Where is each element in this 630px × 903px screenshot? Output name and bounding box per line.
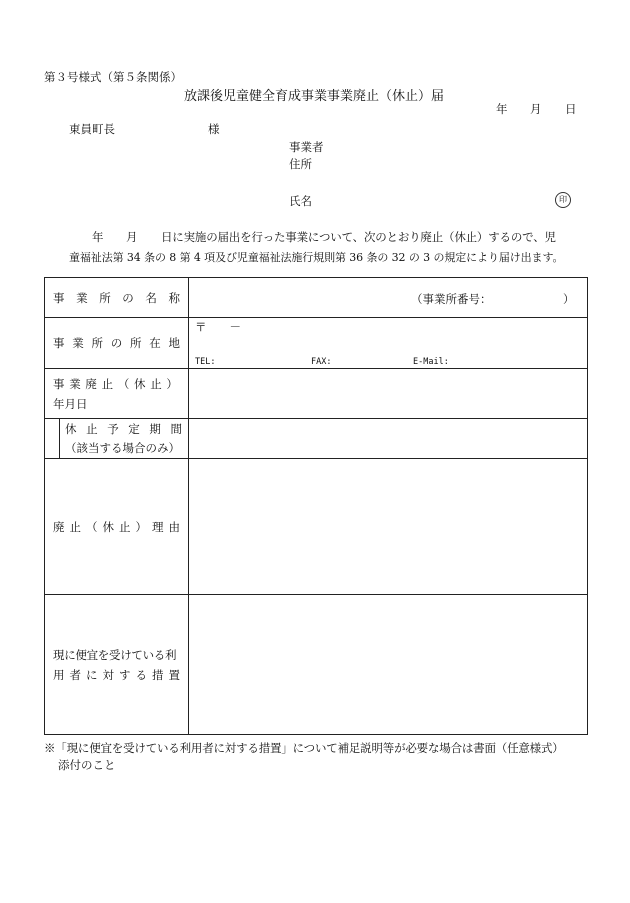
- suspension-period-field[interactable]: [189, 419, 588, 459]
- footnote-line-1: ※「現に便宜を受けている利用者に対する措置」について補足説明等が必要な場合は書面（任意様式）: [44, 741, 564, 755]
- user-measures-label-cell: [45, 595, 189, 735]
- row-user-measures: [45, 595, 588, 735]
- email-label: E-Mail:: [413, 357, 449, 367]
- row-reason: [45, 459, 588, 595]
- date-day-label: 日: [565, 102, 577, 116]
- suspension-period-label-cell: [45, 419, 189, 459]
- user-measures-field[interactable]: [189, 595, 588, 735]
- body-line-1: 日に実施の届出を行った事業について、次のとおり廃止（休止）するので、児: [161, 230, 556, 244]
- body-month: 月: [126, 230, 138, 244]
- date-month-label: 月: [530, 102, 542, 116]
- form-number: 第３号様式（第５条関係）: [44, 70, 182, 84]
- fax-label: FAX:: [311, 357, 332, 367]
- footnote-line-2: 添付のこと: [58, 758, 116, 772]
- body-year: 年: [92, 230, 104, 244]
- office-name-label: 事 業 所 の 名 称: [53, 290, 180, 305]
- suspension-period-label: 休 止 予 定 期 間 （該当する場合のみ）: [65, 422, 182, 455]
- office-location-field[interactable]: [189, 318, 588, 369]
- abolition-date-label-cell: [45, 369, 189, 419]
- abolition-date-field[interactable]: [189, 369, 588, 419]
- row-suspension-period: [45, 419, 588, 459]
- body-line-2: 童福祉法第 34 条の 8 第 4 項及び児童福祉法施行規則第 36 条の 32 の 3 の規定により届け出ます。: [69, 251, 564, 264]
- address-label: 住所: [289, 157, 312, 171]
- page-title: 放課後児童健全育成事業事業廃止（休止）届: [184, 89, 445, 104]
- addressee-honorific: 様: [208, 122, 220, 136]
- name-label: 氏名: [289, 194, 312, 208]
- abolition-date-label: 事 業 廃 止 （ 休 止 ） 年月日: [53, 376, 178, 411]
- form-table: [44, 277, 588, 735]
- row-office-name: [45, 278, 588, 318]
- postal-mark: 〒 －: [195, 320, 241, 334]
- seal-mark: 印: [555, 192, 571, 208]
- office-number-open: （事業所番号：: [411, 292, 492, 306]
- office-location-label-cell: [45, 318, 189, 369]
- office-name-label-cell: [45, 278, 189, 318]
- reason-label-cell: [45, 459, 189, 595]
- office-location-label: 事 業 所 の 所 在 地: [53, 336, 180, 350]
- reason-field[interactable]: [189, 459, 588, 595]
- tel-label: TEL:: [195, 357, 216, 367]
- office-name-field[interactable]: [189, 278, 588, 318]
- addressee-mayor: 東員町長: [69, 122, 115, 136]
- operator-label: 事業者: [289, 140, 324, 154]
- user-measures-label: 現に便宜を受けている利 用 者 に 対 す る 措 置: [53, 647, 180, 682]
- date-year-label: 年: [496, 102, 508, 116]
- suspension-indent-rule: [59, 419, 60, 458]
- row-abolition-date: [45, 369, 588, 419]
- row-office-location: [45, 318, 588, 369]
- reason-label: 廃 止 （ 休 止 ） 理 由: [53, 519, 180, 534]
- office-number-close: ）: [563, 292, 575, 306]
